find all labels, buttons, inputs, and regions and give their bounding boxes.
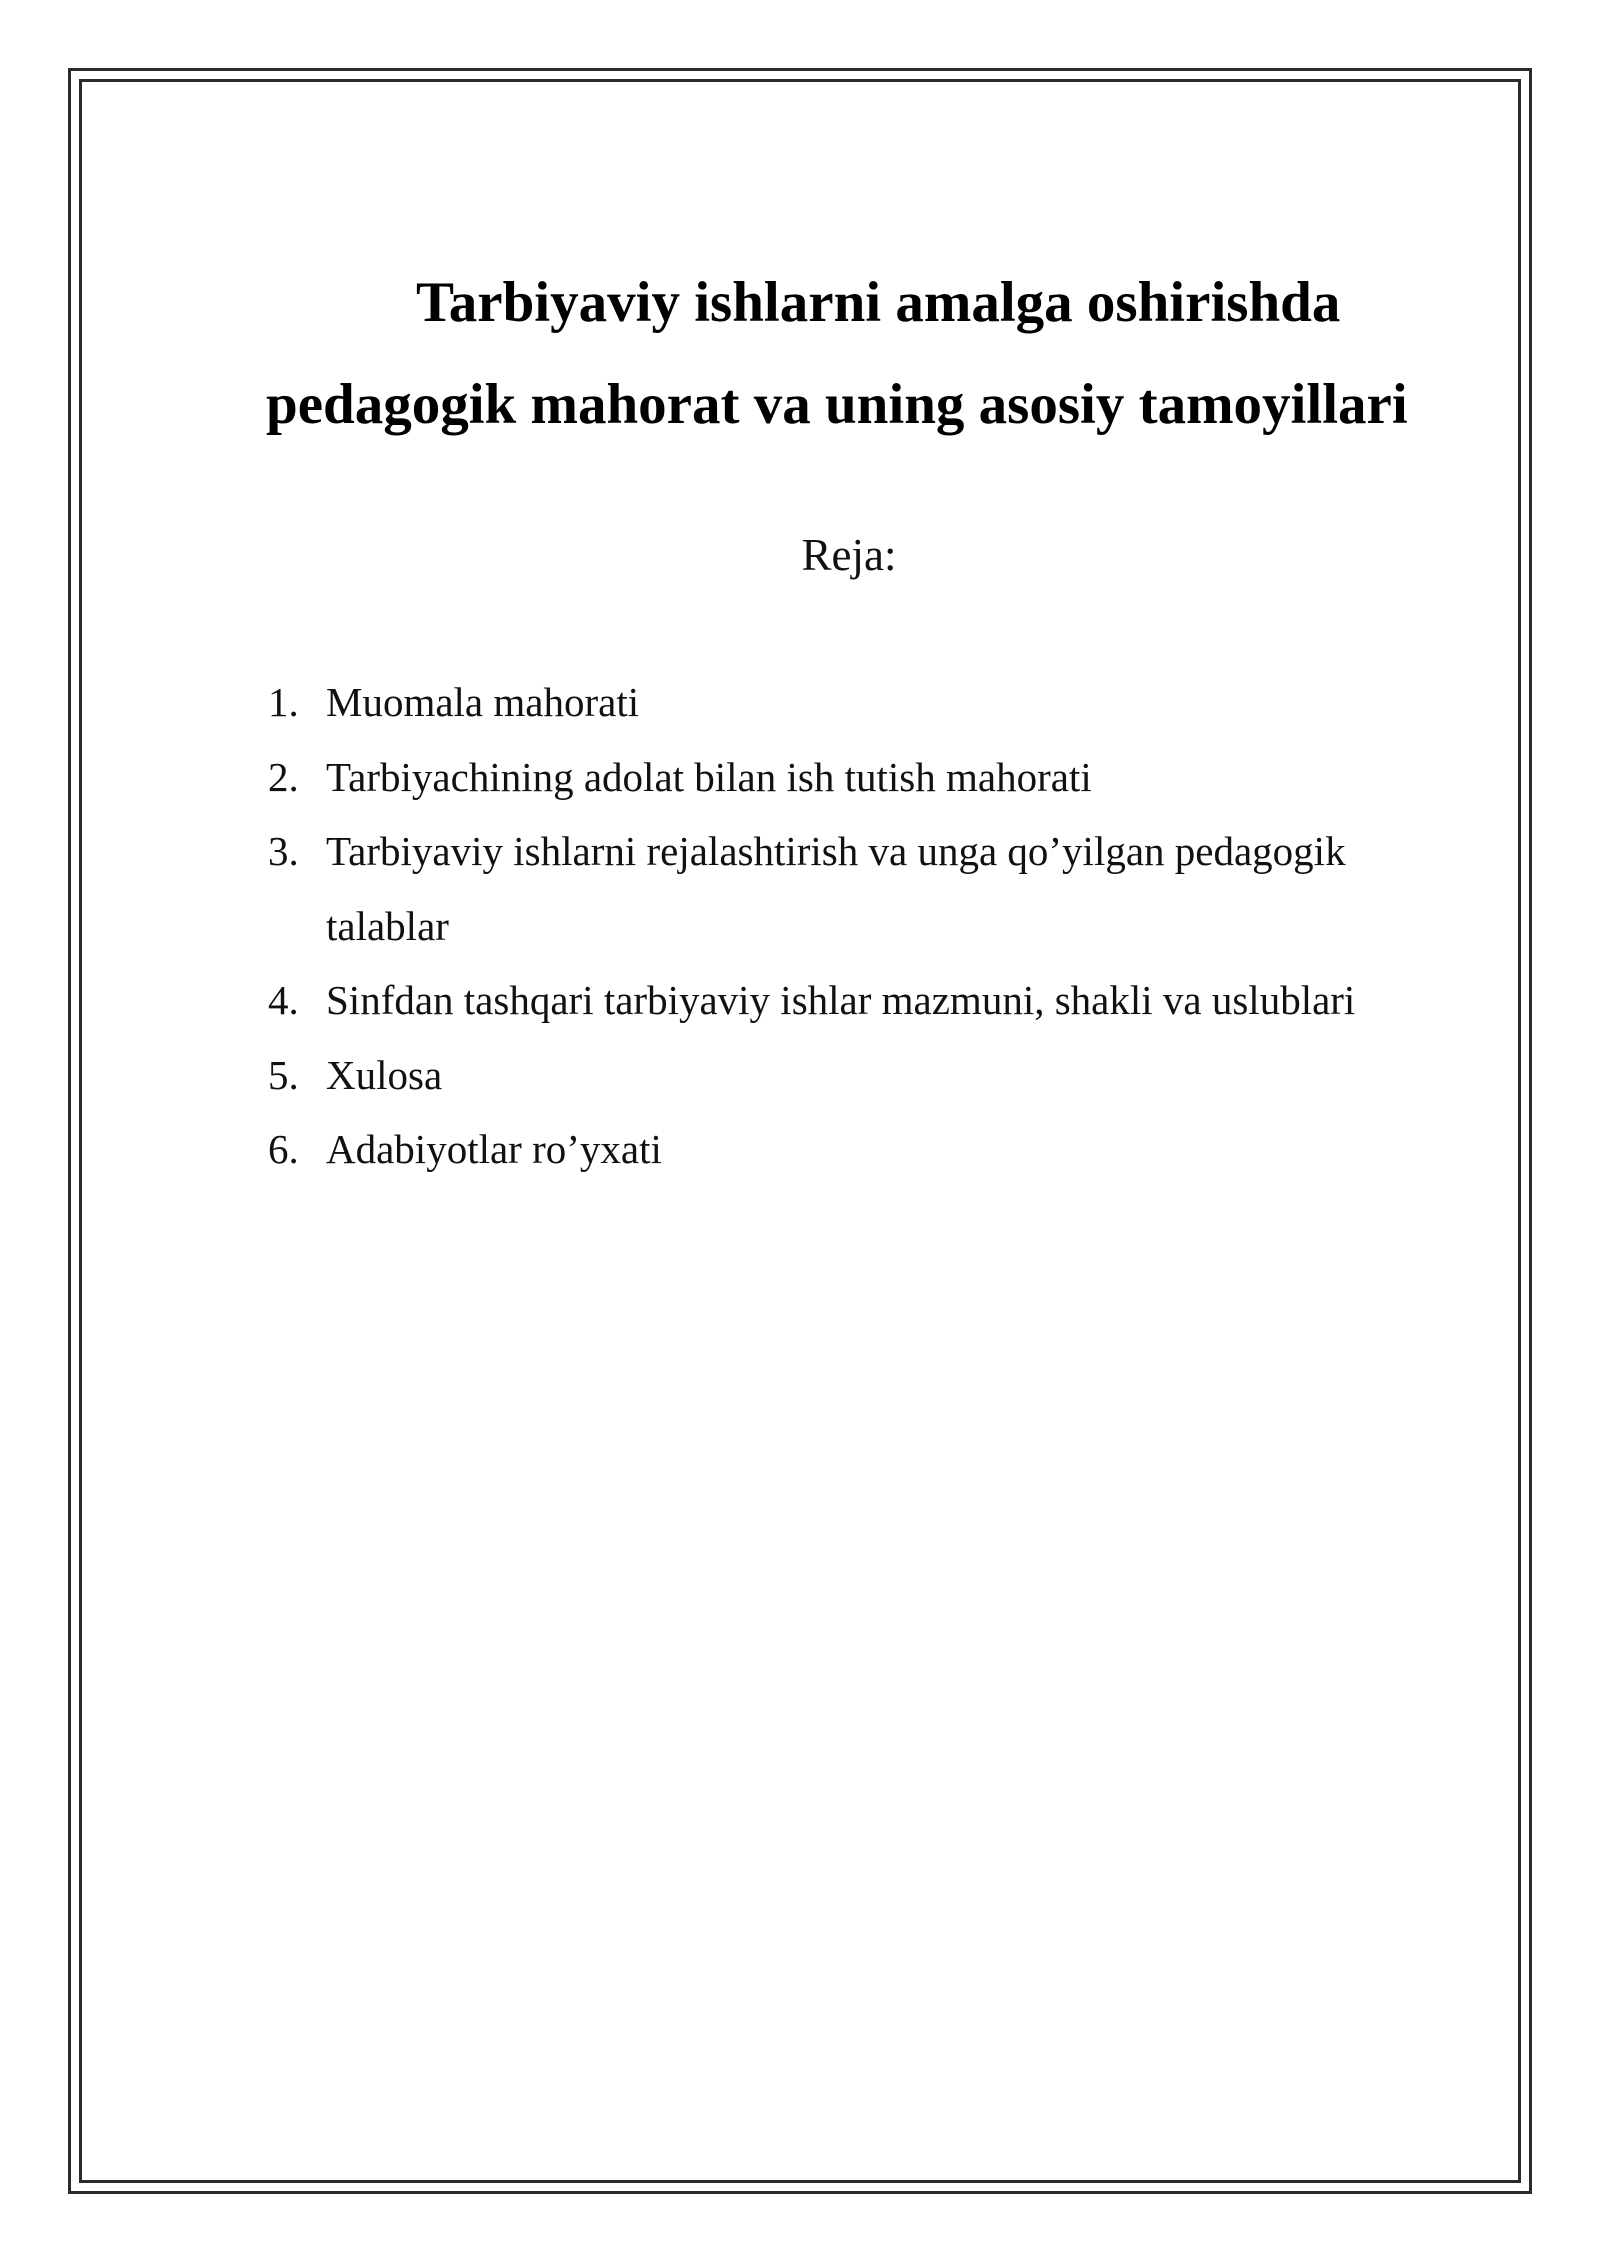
plan-item-number: 3. (268, 828, 299, 874)
plan-item-number: 4. (268, 977, 299, 1023)
plan-list (268, 665, 1428, 1187)
plan-item-text: Xulosa (326, 1051, 443, 1098)
plan-item-number: 2. (268, 753, 299, 800)
plan-item-1 (268, 665, 1428, 740)
plan-item-text: Muomala mahorati (326, 679, 640, 725)
plan-item-number: 6. (268, 1126, 299, 1172)
plan-item-text: Tarbiyachining adolat bilan ish tutish mahorati (326, 753, 1092, 800)
document-title-line-1: Tarbiyaviy ishlarni amalga oshirishda (416, 271, 1341, 334)
plan-item-2 (268, 740, 1428, 815)
plan-item-text: Tarbiyaviy ishlarni rejalashtirish va unga qo’yilgan pedagogik talablar (326, 828, 1346, 949)
plan-item-number: 1. (268, 679, 299, 725)
plan-item-6 (268, 1112, 1428, 1187)
plan-heading: Reja: (801, 530, 897, 580)
plan-item-5 (268, 1038, 1428, 1113)
plan-item-text: Sinfdan tashqari tarbiyaviy ishlar mazmuni, shakli va uslublari (326, 977, 1356, 1023)
plan-item-4 (268, 963, 1428, 1038)
plan-item-number: 5. (268, 1051, 299, 1098)
plan-item-text: Adabiyotlar ro’yxati (326, 1126, 662, 1172)
document-title-line-2: pedagogik mahorat va uning asosiy tamoyillari (266, 373, 1408, 436)
plan-item-3 (268, 814, 1428, 963)
document-title (0, 252, 1600, 456)
